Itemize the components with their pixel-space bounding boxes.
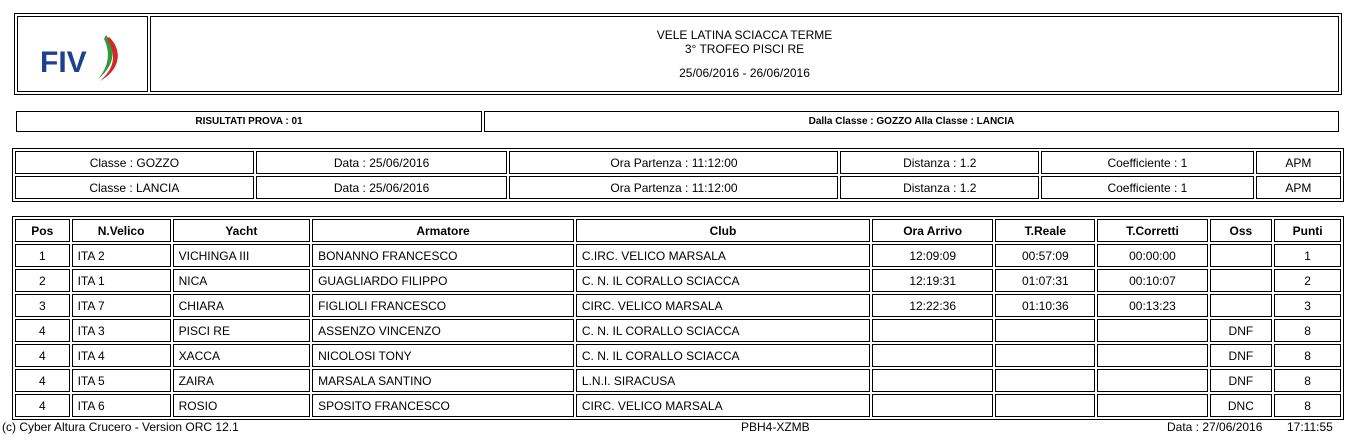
table-cell: 4 — [15, 344, 70, 367]
class-row — [15, 151, 1341, 174]
table-cell: 4 — [15, 319, 70, 342]
table-cell: 8 — [1274, 394, 1341, 417]
footer — [2, 420, 1342, 436]
table-row — [15, 244, 1341, 267]
table-cell: ITA 6 — [72, 394, 171, 417]
column-header: Ora Arrivo — [872, 219, 993, 242]
column-header: Yacht — [173, 219, 310, 242]
table-cell: DNF — [1210, 369, 1273, 392]
table-cell — [995, 344, 1095, 367]
table-cell — [872, 394, 993, 417]
table-cell — [872, 319, 993, 342]
class-coeff-cell: Coefficiente : 1 — [1041, 176, 1254, 199]
fiv-logo — [18, 17, 147, 91]
event-title: VELE LATINA SCIACCA TERME — [656, 28, 833, 42]
table-cell — [1097, 369, 1207, 392]
table-cell: DNF — [1210, 319, 1273, 342]
table-cell: PISCI RE — [173, 319, 310, 342]
results-bar — [14, 111, 1342, 134]
table-cell: 2 — [15, 269, 70, 292]
column-header: T.Corretti — [1097, 219, 1207, 242]
class-classe-cell: Classe : GOZZO — [15, 151, 254, 174]
table-cell: 00:57:09 — [995, 244, 1095, 267]
table-cell: ZAIRA — [173, 369, 310, 392]
table-cell — [995, 319, 1095, 342]
table-cell: 12:09:09 — [872, 244, 993, 267]
table-cell — [995, 394, 1095, 417]
table-cell: DNC — [1210, 394, 1273, 417]
table-cell: ITA 3 — [72, 319, 171, 342]
class-method-cell: APM — [1256, 176, 1341, 199]
class-coeff-cell: Coefficiente : 1 — [1041, 151, 1254, 174]
table-cell: ITA 7 — [72, 294, 171, 317]
table-cell: 1 — [15, 244, 70, 267]
table-cell: NICA — [173, 269, 310, 292]
class-distanza-cell: Distanza : 1.2 — [840, 151, 1039, 174]
table-row — [15, 344, 1341, 367]
class-partenza-cell: Ora Partenza : 11:12:00 — [509, 176, 838, 199]
table-cell: CHIARA — [173, 294, 310, 317]
table-cell: 4 — [15, 369, 70, 392]
column-header: Club — [576, 219, 870, 242]
table-cell: ASSENZO VINCENZO — [312, 319, 574, 342]
table-cell — [872, 369, 993, 392]
header-box — [14, 13, 1342, 95]
table-cell: 12:19:31 — [872, 269, 993, 292]
table-cell: FIGLIOLI FRANCESCO — [312, 294, 574, 317]
table-cell: 8 — [1274, 369, 1341, 392]
class-method-cell: APM — [1256, 151, 1341, 174]
table-row — [15, 319, 1341, 342]
table-cell: NICOLOSI TONY — [312, 344, 574, 367]
table-row — [15, 269, 1341, 292]
print-time: 17:11:55 — [1287, 420, 1333, 434]
table-cell — [1097, 319, 1207, 342]
column-header: Punti — [1274, 219, 1341, 242]
table-row — [15, 394, 1341, 417]
table-cell: SPOSITO FRANCESCO — [312, 394, 574, 417]
class-partenza-cell: Ora Partenza : 11:12:00 — [509, 151, 838, 174]
table-cell: MARSALA SANTINO — [312, 369, 574, 392]
table-cell — [872, 344, 993, 367]
event-dates: 25/06/2016 - 26/06/2016 — [679, 66, 810, 80]
table-cell: BONANNO FRANCESCO — [312, 244, 574, 267]
class-data-cell: Data : 25/06/2016 — [256, 151, 508, 174]
table-cell: 1 — [1274, 244, 1341, 267]
table-cell: 3 — [1274, 294, 1341, 317]
logo-cell — [17, 16, 148, 92]
event-title-cell — [150, 16, 1339, 92]
table-cell: 4 — [15, 394, 70, 417]
table-cell: ROSIO — [173, 394, 310, 417]
column-header: Pos — [15, 219, 70, 242]
table-cell — [1210, 294, 1273, 317]
table-cell — [1210, 244, 1273, 267]
column-header: Oss — [1210, 219, 1273, 242]
table-cell: 01:07:31 — [995, 269, 1095, 292]
trophy-title: 3° TROFEO PISCI RE — [684, 42, 805, 56]
table-cell: 8 — [1274, 319, 1341, 342]
column-header: T.Reale — [995, 219, 1095, 242]
table-cell: 3 — [15, 294, 70, 317]
class-row — [15, 176, 1341, 199]
table-cell: DNF — [1210, 344, 1273, 367]
table-row — [15, 369, 1341, 392]
fiv-logo-text: FIV — [40, 46, 87, 79]
class-range: Dalla Classe : GOZZO Alla Classe : LANCIA — [484, 111, 1339, 132]
table-cell: 00:10:07 — [1097, 269, 1207, 292]
table-cell: ITA 2 — [72, 244, 171, 267]
column-header: Armatore — [312, 219, 574, 242]
table-cell: 8 — [1274, 344, 1341, 367]
class-table — [12, 148, 1344, 202]
print-date: Data : 27/06/2016 — [1167, 420, 1263, 434]
race-number: RISULTATI PROVA : 01 — [16, 111, 482, 132]
table-cell: 01:10:36 — [995, 294, 1095, 317]
table-cell: C. N. IL CORALLO SCIACCA — [576, 269, 870, 292]
table-cell: C. N. IL CORALLO SCIACCA — [576, 319, 870, 342]
table-cell: C.IRC. VELICO MARSALA — [576, 244, 870, 267]
table-cell: L.N.I. SIRACUSA — [576, 369, 870, 392]
table-cell: XACCA — [173, 344, 310, 367]
table-cell: 12:22:36 — [872, 294, 993, 317]
table-cell: CIRC. VELICO MARSALA — [576, 294, 870, 317]
table-cell: 00:13:23 — [1097, 294, 1207, 317]
table-cell: 00:00:00 — [1097, 244, 1207, 267]
table-cell: GUAGLIARDO FILIPPO — [312, 269, 574, 292]
results-table — [12, 216, 1344, 420]
table-row — [15, 294, 1341, 317]
results-header-row — [15, 219, 1341, 242]
class-distanza-cell: Distanza : 1.2 — [840, 176, 1039, 199]
table-cell: CIRC. VELICO MARSALA — [576, 394, 870, 417]
copyright: (c) Cyber Altura Crucero - Version ORC 12.1 — [2, 420, 239, 434]
table-cell: VICHINGA III — [173, 244, 310, 267]
table-cell: ITA 1 — [72, 269, 171, 292]
document-code: PBH4-XZMB — [741, 420, 810, 434]
class-classe-cell: Classe : LANCIA — [15, 176, 254, 199]
table-cell: C. N. IL CORALLO SCIACCA — [576, 344, 870, 367]
column-header: N.Velico — [72, 219, 171, 242]
table-cell: 2 — [1274, 269, 1341, 292]
table-cell: ITA 5 — [72, 369, 171, 392]
table-cell: ITA 4 — [72, 344, 171, 367]
table-cell — [1097, 344, 1207, 367]
table-cell — [995, 369, 1095, 392]
table-cell — [1210, 269, 1273, 292]
class-data-cell: Data : 25/06/2016 — [256, 176, 508, 199]
table-cell — [1097, 394, 1207, 417]
